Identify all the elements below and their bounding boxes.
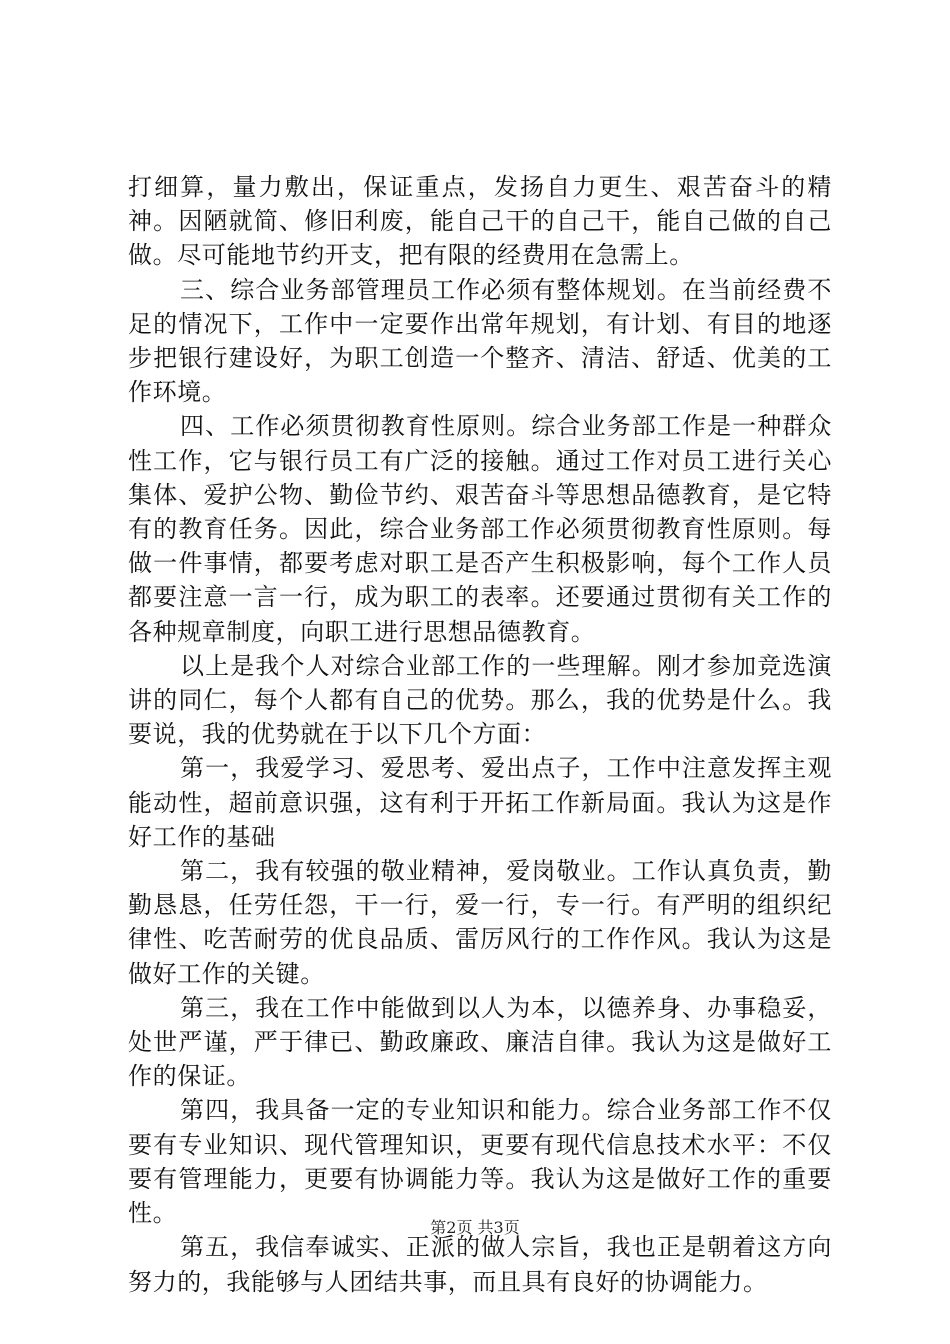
paragraph-point-four: 四、工作必须贯彻教育性原则。综合业务部工作是一种群众性工作，它与银行员工有广泛的接触。通过工作对员工进行关心集体、爱护公物、勤俭节约、艰苦奋斗等思想品德教育，是它特有的教育任务。因此，综合业务部工作必须贯彻教育性原则。每做一件事情，都要考虑对职工是否产生积极影响，每个工作人员都要注意一言一行，成为职工的表率。还要通过贯彻有关工作的各种规章制度，向职工进行思想品德教育。: [128, 412, 832, 646]
paragraph-continuation: 打细算，量力敷出，保证重点，发扬自力更生、艰苦奋斗的精神。因陋就简、修旧利废，能自己干的自己干，能自己做的自己做。尽可能地节约开支，把有限的经费用在急需上。: [128, 173, 832, 270]
paragraph-understanding-summary: 以上是我个人对综合业部工作的一些理解。刚才参加竞选演讲的同仁，每个人都有自己的优势。那么，我的优势是什么。我要说，我的优势就在于以下几个方面：: [128, 651, 832, 749]
page-number-footer: 第2页 共3页: [430, 1218, 520, 1237]
document-body: [128, 170, 832, 1299]
paragraph-advantage-three: 第三，我在工作中能做到以人为本，以德养身、办事稳妥，处世严谨，严于律已、勤政廉政、廉洁自律。我认为这是做好工作的保证。: [128, 993, 832, 1091]
paragraph-advantage-five: 第五，我信奉诚实、正派的做人宗旨，我也正是朝着这方向努力的，我能够与人团结共事，而且具有良好的协调能力。: [128, 1233, 832, 1296]
paragraph-advantage-two: 第二，我有较强的敬业精神，爱岗敬业。工作认真负责，勤勤恳恳，任劳任怨，干一行，爱一行，专一行。有严明的组织纪律性、吃苦耐劳的优良品质、雷厉风行的工作作风。我认为这是做好工作的关键。: [128, 857, 832, 988]
paragraph-advantage-one: 第一，我爱学习、爱思考、爱出点子，工作中注意发挥主观能动性，超前意识强，这有利于开拓工作新局面。我认为这是作好工作的基础: [128, 754, 832, 851]
paragraph-advantage-four: 第四，我具备一定的专业知识和能力。综合业务部工作不仅要有专业知识、现代管理知识，更要有现代信息技术水平：不仅要有管理能力，更要有协调能力等。我认为这是做好工作的重要性。: [128, 1096, 832, 1228]
paragraph-point-three: 三、综合业务部管理员工作必须有整体规划。在当前经费不足的情况下，工作中一定要作出常年规划，有计划、有目的地逐步把银行建设好，为职工创造一个整齐、清洁、舒适、优美的工作环境。: [128, 275, 832, 407]
